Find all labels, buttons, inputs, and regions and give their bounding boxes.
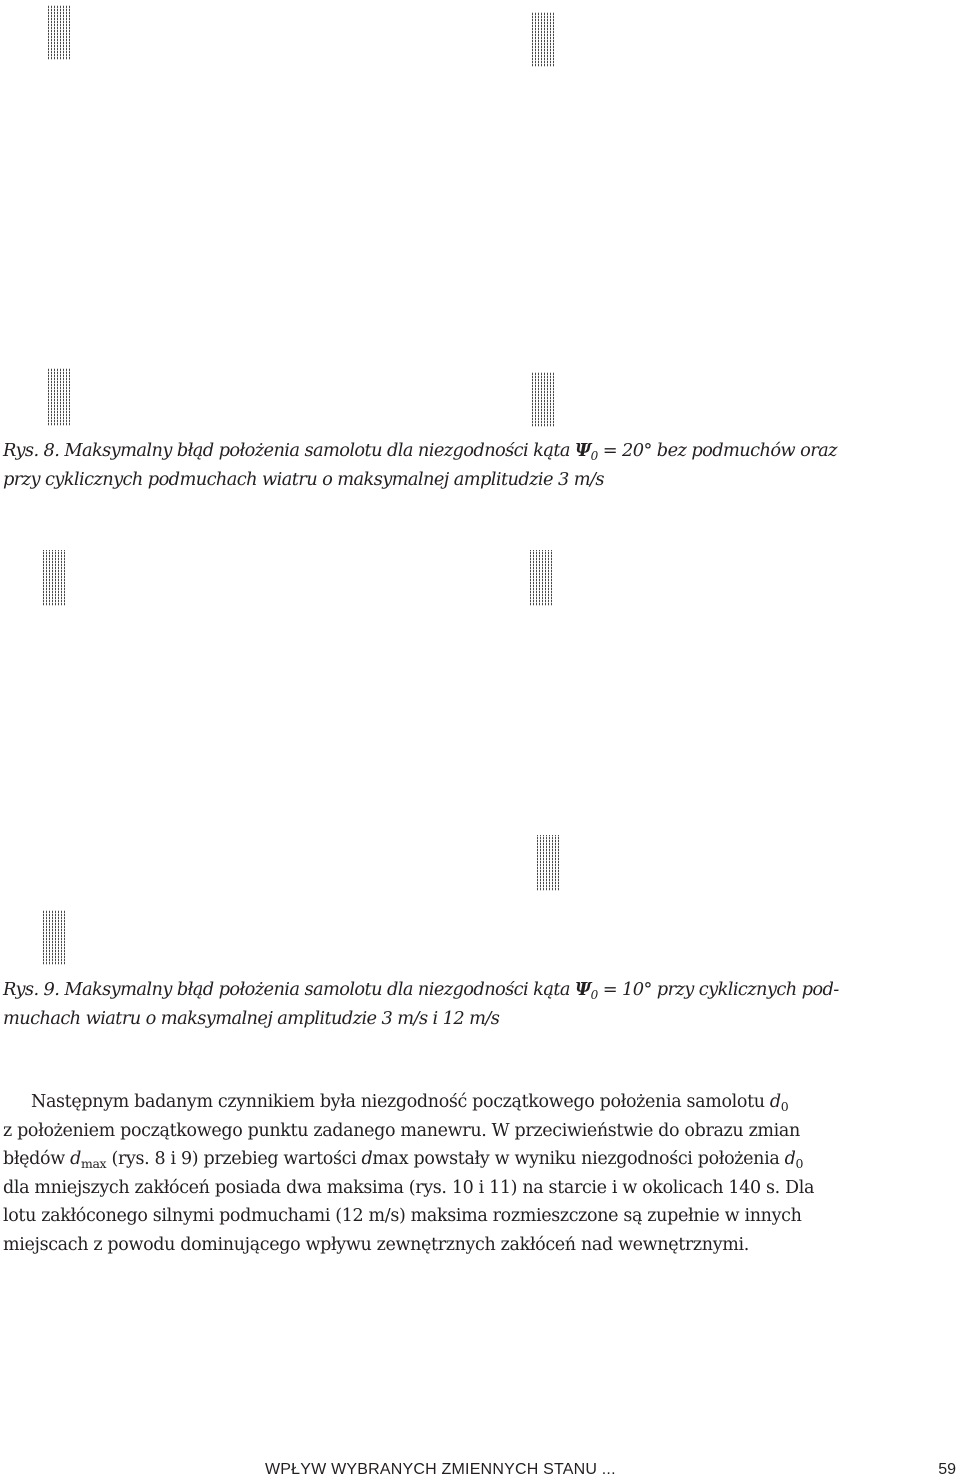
psi-symbol: Ψ bbox=[574, 979, 591, 1000]
figure-9-caption-line2: muchach wiatru o maksymalnej amplitudzie 3 m/s i 12 m/s bbox=[3, 1008, 500, 1029]
psi-subscript: 0 bbox=[590, 988, 598, 1002]
paragraph-line: Następnym badanym czynnikiem była niezgodność początkowego położenia samolotu $d_0$ bbox=[31, 1092, 789, 1114]
paragraph-line: lotu zakłóconego silnymi podmuchami (12 m/s) maksima rozmieszczone są zupełnie w innych bbox=[3, 1206, 802, 1227]
running-footer-title: WPŁYW WYBRANYCH ZMIENNYCH STANU ... bbox=[265, 1461, 616, 1478]
figure-8-caption-line2: przy cyklicznych podmuchach wiatru o maksymalnej amplitudzie 3 m/s bbox=[3, 469, 604, 490]
psi-subscript: 0 bbox=[590, 449, 598, 463]
page-number: 59 bbox=[938, 1461, 956, 1478]
figure-9-caption bbox=[3, 975, 958, 1033]
figure9a-axis-label bbox=[43, 550, 65, 606]
figure8a-axis-label bbox=[48, 5, 70, 60]
figure-9-caption-line1: Rys. 9. Maksymalny błąd położenia samolotu dla niezgodności kąta $\Psi_0 = 10^\circ$ przy cyklicznych pod- bbox=[3, 979, 839, 1002]
psi-symbol: Ψ bbox=[574, 440, 591, 461]
paragraph-line: miejscach z powodu dominującego wpływu zewnętrznych zakłóceń nad wewnętrznymi. bbox=[3, 1234, 749, 1255]
figure-8-caption-line1: Rys. 8. Maksymalny błąd położenia samolotu dla niezgodności kąta $\Psi_0 = 20^\circ$ bez podmuchów oraz bbox=[3, 440, 837, 463]
figure9a-axis-label-lower bbox=[43, 910, 65, 965]
figure-8-caption bbox=[3, 436, 958, 494]
figure8a-axis-label-lower bbox=[48, 368, 70, 426]
paragraph-line: błędów $d_{max}$ (rys. 8 i 9) przebieg wartości dmax powstały w wyniku niezgodności położenia $d_0$ bbox=[3, 1149, 804, 1172]
body-paragraph bbox=[3, 1088, 960, 1260]
paragraph-line: dla mniejszych zakłóceń posiada dwa maksima (rys. 10 i 11) na starcie i w okolicach 140 s. Dla bbox=[3, 1177, 815, 1198]
figure9b-axis-label-lower bbox=[537, 835, 559, 891]
figure8b-axis-label-lower bbox=[532, 372, 554, 427]
figure9b-axis-label bbox=[530, 550, 552, 606]
paragraph-line: z położeniem początkowego punktu zadanego manewru. W przeciwieństwie do obrazu zmian bbox=[3, 1120, 800, 1141]
figure8b-axis-label bbox=[532, 12, 554, 67]
